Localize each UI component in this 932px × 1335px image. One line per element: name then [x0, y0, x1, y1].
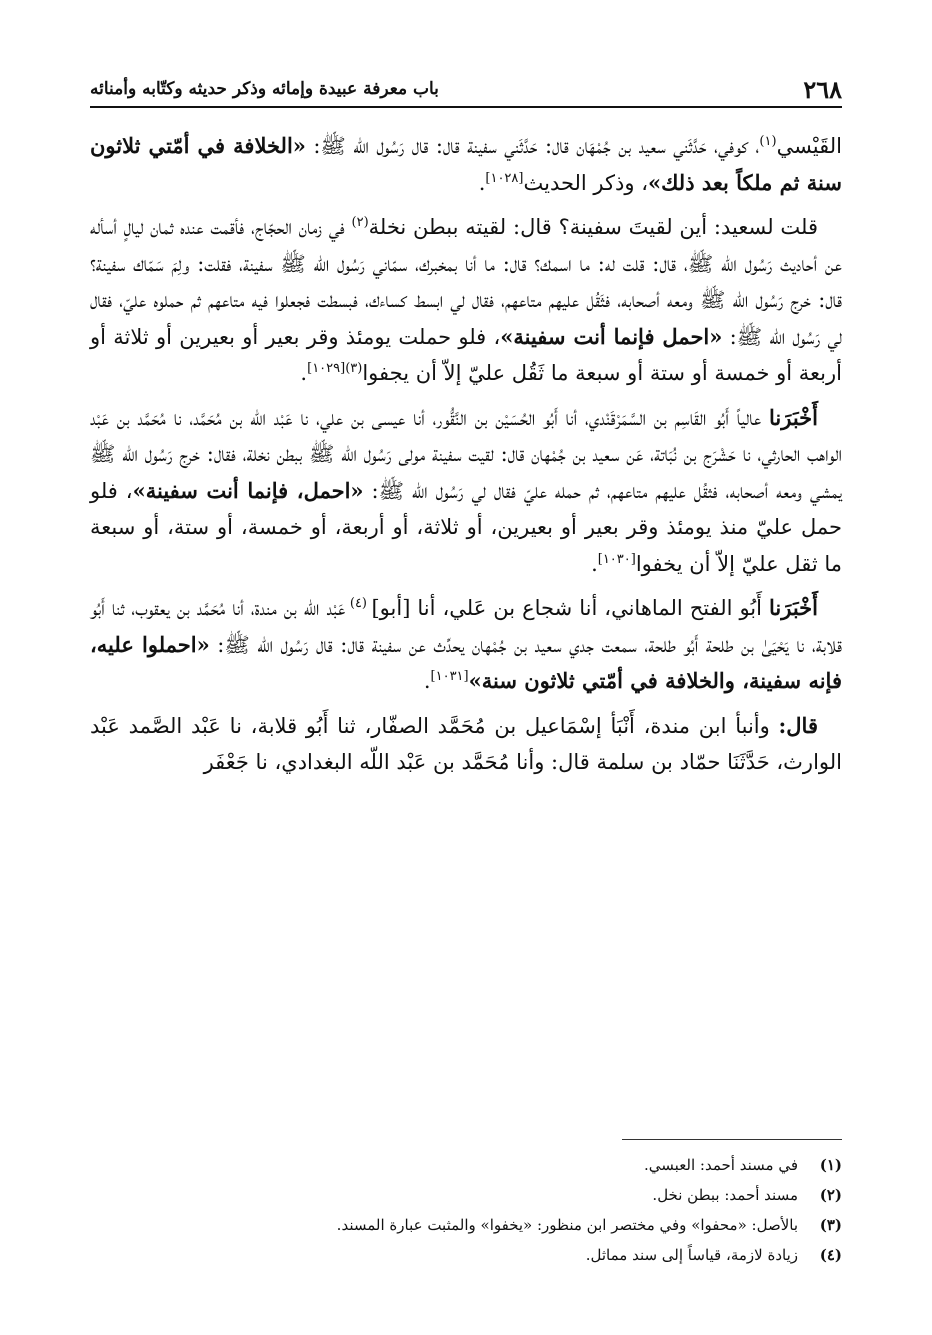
footnote-text: في مسند أحمد: العبسي.: [644, 1156, 798, 1174]
paragraph-text: ، وذكر الحديث: [523, 170, 648, 195]
main-text: [90, 128, 842, 789]
paragraph-3: [90, 400, 842, 583]
paragraph-2: [90, 209, 842, 392]
footnote: [90, 1210, 842, 1240]
paragraph-text: في زمان الحجّاج، فأقمت عنده ثمان ليالٍ أسأله عن أحاديث رَسُول الله ﷺ، قال: قلت له: ما اسمك؟ قال: ما أنا بمخبرك، سمّاني رَسُول الله ﷺ سفينة، فقلت: ولِمَ سَمّاك سفينة؟ قال: خرج رَسُول الله ﷺ ومعه أصحابه، فثَقُل عليهم متاعهم، فقال لي ابسط كساءك، فبسطت فجعلوا فيه متاعهم ثم حملوه عليّ، فقال لي رَسُول الله ﷺ:: [90, 215, 842, 349]
header-rule: [90, 106, 842, 108]
paragraph-text: قلت لسعيد: أين لقيتَ سفينة؟ قال: لقيته ببطن نخلة: [368, 215, 818, 239]
footnote-marker: (٢): [351, 215, 369, 230]
paragraph-text: أَبُو الفتح الماهاني، أنا شجاع بن عَلي، أنا [أبو]: [371, 596, 769, 620]
hadith-quote: «احمل فإنما أنت سفينة»: [500, 323, 723, 349]
paragraph-text: .: [300, 361, 308, 385]
footnote-text: بالأصل: «محفوا» وفي مختصر ابن منظور: «يخفوا» والمثبت عبارة المسند.: [336, 1216, 798, 1234]
paragraph-5: [90, 708, 842, 781]
paragraph-lead: أَخْبَرَنا: [769, 595, 818, 620]
hadith-quote: «احملوا عليه، فإنه سفينة، والخلافة في أمّتي ثلاثون سنة»: [90, 631, 842, 693]
paragraph-lead: قال:: [778, 712, 818, 738]
footnote-number: (٢): [819, 1186, 842, 1204]
footnote-number: (٤): [819, 1246, 842, 1264]
hadith-number: [١٠٢٨]: [485, 170, 524, 186]
footnote-text: زيادة لازمة، قياساً إلى سند مماثل.: [585, 1246, 798, 1264]
footnote-text: مسند أحمد: ببطن نخل.: [652, 1186, 798, 1204]
footnote: [90, 1150, 842, 1180]
paragraph-1: [90, 128, 842, 201]
hadith-number: [١٠٣١]: [430, 669, 469, 684]
footnotes: [90, 1150, 842, 1270]
running-title: باب معرفة عبيدة وإمائه وذكر حديثه وكتّابه وأمنائه: [90, 79, 439, 99]
paragraph-text: عَبْد اللّه بن مندة، أنا مُحَمَّد بن يعقوب، ثنا أَبُو قلابة، نا يَحْيَىٰ بن طلحة أَبُو طلحة، سمعت جدي سعيد بن جُمْهان يحدِّث عن سفينة قال: قال رَسُول الله ﷺ:: [90, 596, 843, 657]
paragraph-text: وأنبأ ابن مندة، أَنْبَأ إسْمَاعيل بن مُحَمَّد الصفّار، ثنا أَبُو قلابة، نا عَبْد الصَّمد عَبْد الوارث، حَدَّثَنَا حمّاد بن سلمة قال: وأنا مُحَمَّد بن عَبْد اللّه البغدادي، نا جَعْفَر: [90, 713, 842, 774]
paragraph-text: .: [423, 669, 431, 693]
footnote-number: (٣): [819, 1216, 842, 1234]
hadith-quote: «الخلافة في أمّتي ثلاثون سنة ثم ملكاً بعد ذلك»: [90, 133, 842, 195]
hadith-quote: «احمل، فإنما أنت سفينة»: [132, 477, 364, 503]
paragraph-lead: أَخْبَرَنا: [769, 404, 818, 430]
hadith-number: [١٠٣٠]: [597, 551, 636, 567]
hadith-number: (٣)[١٠٢٩]: [307, 361, 363, 376]
paragraph-4: [90, 590, 842, 700]
page-header: [90, 72, 842, 106]
footnote-number: (١): [819, 1156, 842, 1174]
footnote: [90, 1240, 842, 1270]
footnote-marker: (١): [759, 134, 777, 149]
footnote-marker: (٤): [345, 596, 372, 611]
paragraph-text: .: [478, 170, 486, 195]
paragraph-text: ، كوفي، حَدَّثَني سعيد بن جُمْهَان قال: حَدَّثَني سفينة قال: قال رَسُول الله ﷺ:: [305, 134, 760, 158]
footnote: [90, 1180, 842, 1210]
page-number: ٢٦٨: [803, 74, 842, 104]
paragraph-text: ، فلو حملت يومئذ وقر بعير أو بعيرين أو ثلاثة أو أربعة أو خمسة أو ستة أو سبعة ما ثَقُل عليّ إلاّ أن يجفوا: [90, 324, 842, 385]
paragraph-text: .: [591, 551, 598, 576]
paragraph-text: عالياً أَبُو القَاسِم بن السَّمَرْقَنْدي، أنا أَبُو الحُسَيْن بن النَّقُّور، أنا عيسى بن علي، نا عَبْد اللّه بن مُحَمَّد، نا مُحَمَّد بن عَبْد الواهب الحارثي، نا حَشْرَج بن نُبَاتة، عَن سعيد بن جُمْهان قال: لقيت سفينة مولى رَسُول الله ﷺ ببطن نخلة، فقال: خرج رَسُول الله ﷺ يمشي ومعه أصحابه، فثقُل عليهم متاعهم، ثم حمله عليّ فقال لي رَسُول الله ﷺ:: [90, 405, 843, 503]
paragraph-text: ، فلو حمل عليّ منذ يومئذ وقر بعير أو بعيرين، أو ثلاثة، أو أربعة، أو خمسة، أو ستة، أو سبعة ما ثقل عليّ إلاّ أن يخفوا: [90, 478, 842, 576]
paragraph-text: القَيْسي: [776, 134, 842, 158]
footnote-rule: [622, 1139, 842, 1140]
